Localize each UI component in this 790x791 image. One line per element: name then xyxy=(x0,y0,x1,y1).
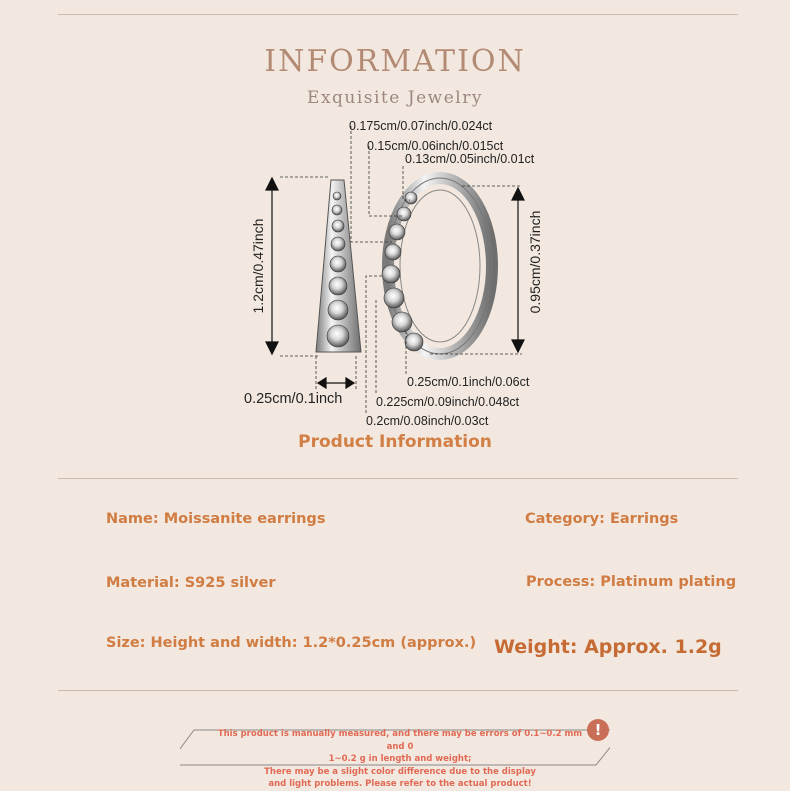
stone-dim-2: 0.15cm/0.06inch/0.015ct xyxy=(367,139,504,153)
notice-line-4: and light problems. Please refer to the actual product! xyxy=(268,779,532,789)
warning-icon: ! xyxy=(587,719,609,741)
leader-lines xyxy=(280,126,522,413)
page-title: INFORMATION xyxy=(264,44,526,79)
notice-box xyxy=(180,728,610,789)
notice-line-2: 1~0.2 g in length and weight; xyxy=(328,754,472,764)
section-title: Product Information xyxy=(298,432,492,452)
height-label: 1.2cm/0.47inch xyxy=(250,218,266,314)
info-name: Name: Moissanite earrings xyxy=(106,511,326,527)
page-subtitle: Exquisite Jewelry xyxy=(307,88,483,108)
side-stones xyxy=(382,192,423,351)
info-category: Category: Earrings xyxy=(525,511,679,527)
earring-side-view xyxy=(382,178,492,354)
earring-front-view xyxy=(316,180,361,352)
stone-dim-6: 0.2cm/0.08inch/0.03ct xyxy=(366,414,489,428)
hoop-diameter-label: 0.95cm/0.37inch xyxy=(527,210,543,314)
stone-dim-4: 0.25cm/0.1inch/0.06ct xyxy=(407,375,530,389)
stone-dim-1: 0.175cm/0.07inch/0.024ct xyxy=(349,119,493,133)
stone-dim-5: 0.225cm/0.09inch/0.048ct xyxy=(376,395,520,409)
width-label: 0.25cm/0.1inch xyxy=(244,391,343,407)
info-material: Material: S925 silver xyxy=(106,575,276,591)
notice-text xyxy=(210,728,590,791)
info-weight: Weight: Approx. 1.2g xyxy=(494,636,722,658)
notice-line-1: This product is manually measured, and there may be errors of 0.1~0.2 mm and 0 xyxy=(217,729,583,752)
info-top-divider xyxy=(58,478,738,479)
info-bottom-divider xyxy=(58,690,738,691)
notice-line-3: There may be a slight color difference due to the display xyxy=(264,766,536,777)
info-process: Process: Platinum plating xyxy=(526,574,737,590)
stone-dim-3: 0.13cm/0.05inch/0.01ct xyxy=(405,152,535,166)
info-size: Size: Height and width: 1.2*0.25cm (approx.) xyxy=(106,635,477,651)
